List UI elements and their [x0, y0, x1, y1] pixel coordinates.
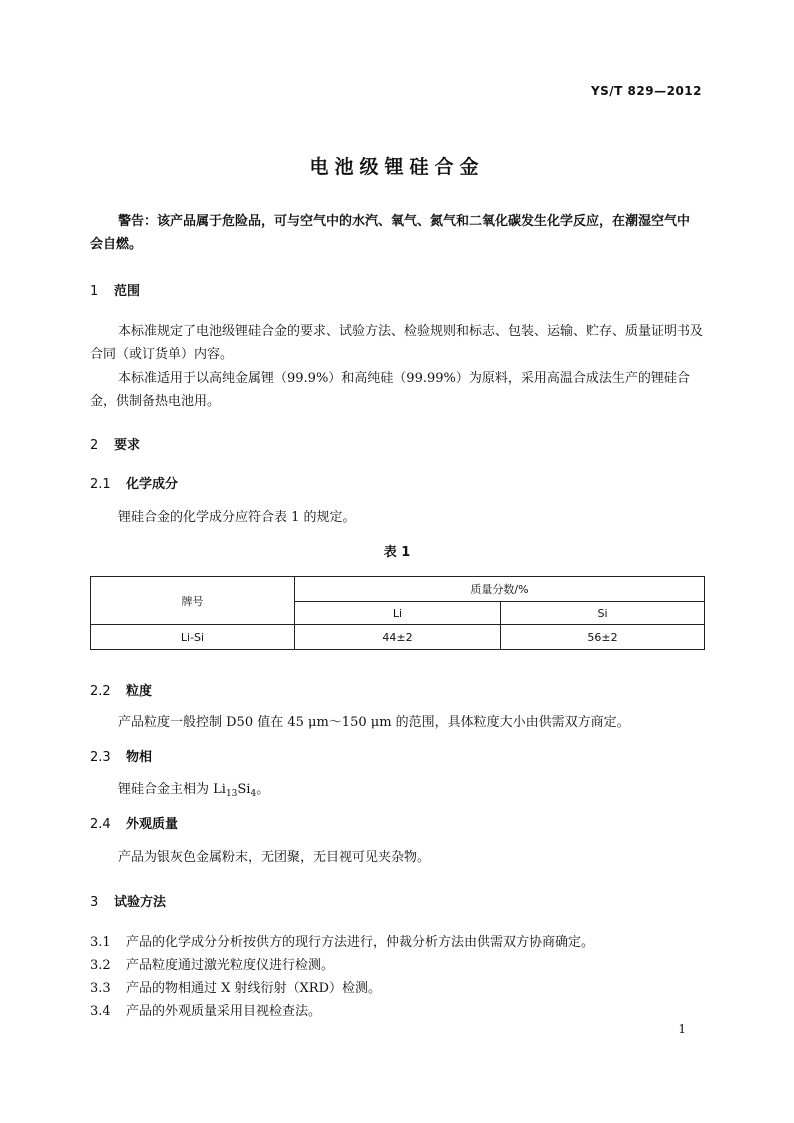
warning-text-1: 该产品属于危险品，可与空气中的水汽、氧气、氮气和二氧化碳发生化学反应，在潮湿空气中: [157, 214, 691, 229]
section-1-p1-line-2: 合同（或订货单）内容。: [90, 347, 234, 362]
table-header-mass-fraction: 质量分数/%: [295, 577, 705, 602]
list-item: [90, 1000, 321, 1023]
section-3-title: 试验方法: [114, 895, 167, 910]
phase-text-mid: Si: [237, 782, 251, 797]
phase-subscript-2: 4: [250, 789, 257, 799]
phase-text-post: 。: [256, 782, 270, 797]
item-number: 3.2: [90, 958, 111, 973]
section-2-3-text: [118, 778, 269, 799]
section-2-1-heading: [90, 473, 178, 492]
section-2-2-heading: [90, 680, 152, 699]
item-text: 产品的外观质量采用目视检查法。: [126, 1004, 322, 1019]
table-header-si: Si: [501, 602, 705, 625]
section-2-3-number: 2.3: [90, 750, 111, 765]
table-cell-li: 44±2: [295, 625, 501, 650]
table-caption: 表 1: [383, 545, 411, 560]
list-item: [90, 954, 334, 977]
phase-subscript-1: 13: [225, 789, 238, 799]
item-text: 产品的化学成分分析按供方的现行方法进行，仲裁分析方法由供需双方协商确定。: [126, 935, 595, 950]
list-item: [90, 977, 381, 1000]
item-text: 产品的物相通过 X 射线衍射（XRD）检测。: [126, 981, 381, 996]
section-2-4-heading: [90, 813, 178, 832]
section-2-2-text: 产品粒度一般控制 D50 值在 45 μm～150 μm 的范围，具体粒度大小由供需双方商定。: [118, 715, 630, 730]
table-row: [91, 625, 705, 650]
section-2-title: 要求: [114, 438, 141, 453]
document-title: 电池级锂硅合金: [309, 156, 485, 178]
section-3-number: 3: [90, 895, 99, 910]
section-1-p2-line-1: 本标准适用于以高纯金属锂（99.9%）和高纯硅（99.99%）为原料，采用高温合成法生产的锂硅合: [118, 371, 690, 386]
section-2-3-title: 物相: [126, 750, 153, 765]
section-1-p1-line-1: 本标准规定了电池级锂硅合金的要求、试验方法、检验规则和标志、包装、运输、贮存、质量证明书及: [118, 324, 704, 339]
table-cell-brand: Li-Si: [91, 625, 295, 650]
section-2-4-number: 2.4: [90, 817, 111, 832]
section-2-1-title: 化学成分: [126, 477, 179, 492]
section-1-p2-line-2: 金，供制备热电池用。: [90, 394, 221, 409]
section-2-1-number: 2.1: [90, 477, 111, 492]
section-2-1-text: 锂硅合金的化学成分应符合表 1 的规定。: [118, 510, 356, 525]
page-number: 1: [678, 1022, 686, 1036]
section-2-number: 2: [90, 438, 99, 453]
section-1-number: 1: [90, 284, 99, 299]
section-1-title: 范围: [114, 284, 141, 299]
section-2-heading: [90, 434, 140, 453]
table-header-li: Li: [295, 602, 501, 625]
item-text: 产品粒度通过激光粒度仪进行检测。: [126, 958, 335, 973]
table-header-brand: 牌号: [91, 577, 295, 625]
standard-code: YS/T 829—2012: [590, 84, 702, 98]
warning-line-2: 会自燃。: [90, 237, 143, 252]
item-number: 3.3: [90, 981, 111, 996]
section-1-heading: [90, 280, 140, 299]
section-2-3-heading: [90, 746, 152, 765]
item-number: 3.4: [90, 1004, 111, 1019]
warning-line-1: [118, 210, 690, 233]
section-3-heading: [90, 891, 166, 910]
section-2-2-title: 粒度: [126, 684, 153, 699]
table-cell-si: 56±2: [501, 625, 705, 650]
section-2-4-title: 外观质量: [126, 817, 179, 832]
section-2-4-text: 产品为银灰色金属粉末，无团聚，无目视可见夹杂物。: [118, 850, 431, 865]
phase-text-pre: 锂硅合金主相为 Li: [118, 782, 226, 797]
item-number: 3.1: [90, 935, 111, 950]
list-item: [90, 931, 594, 954]
warning-label: 警告：: [118, 214, 158, 229]
composition-table: [90, 576, 705, 650]
section-2-2-number: 2.2: [90, 684, 111, 699]
